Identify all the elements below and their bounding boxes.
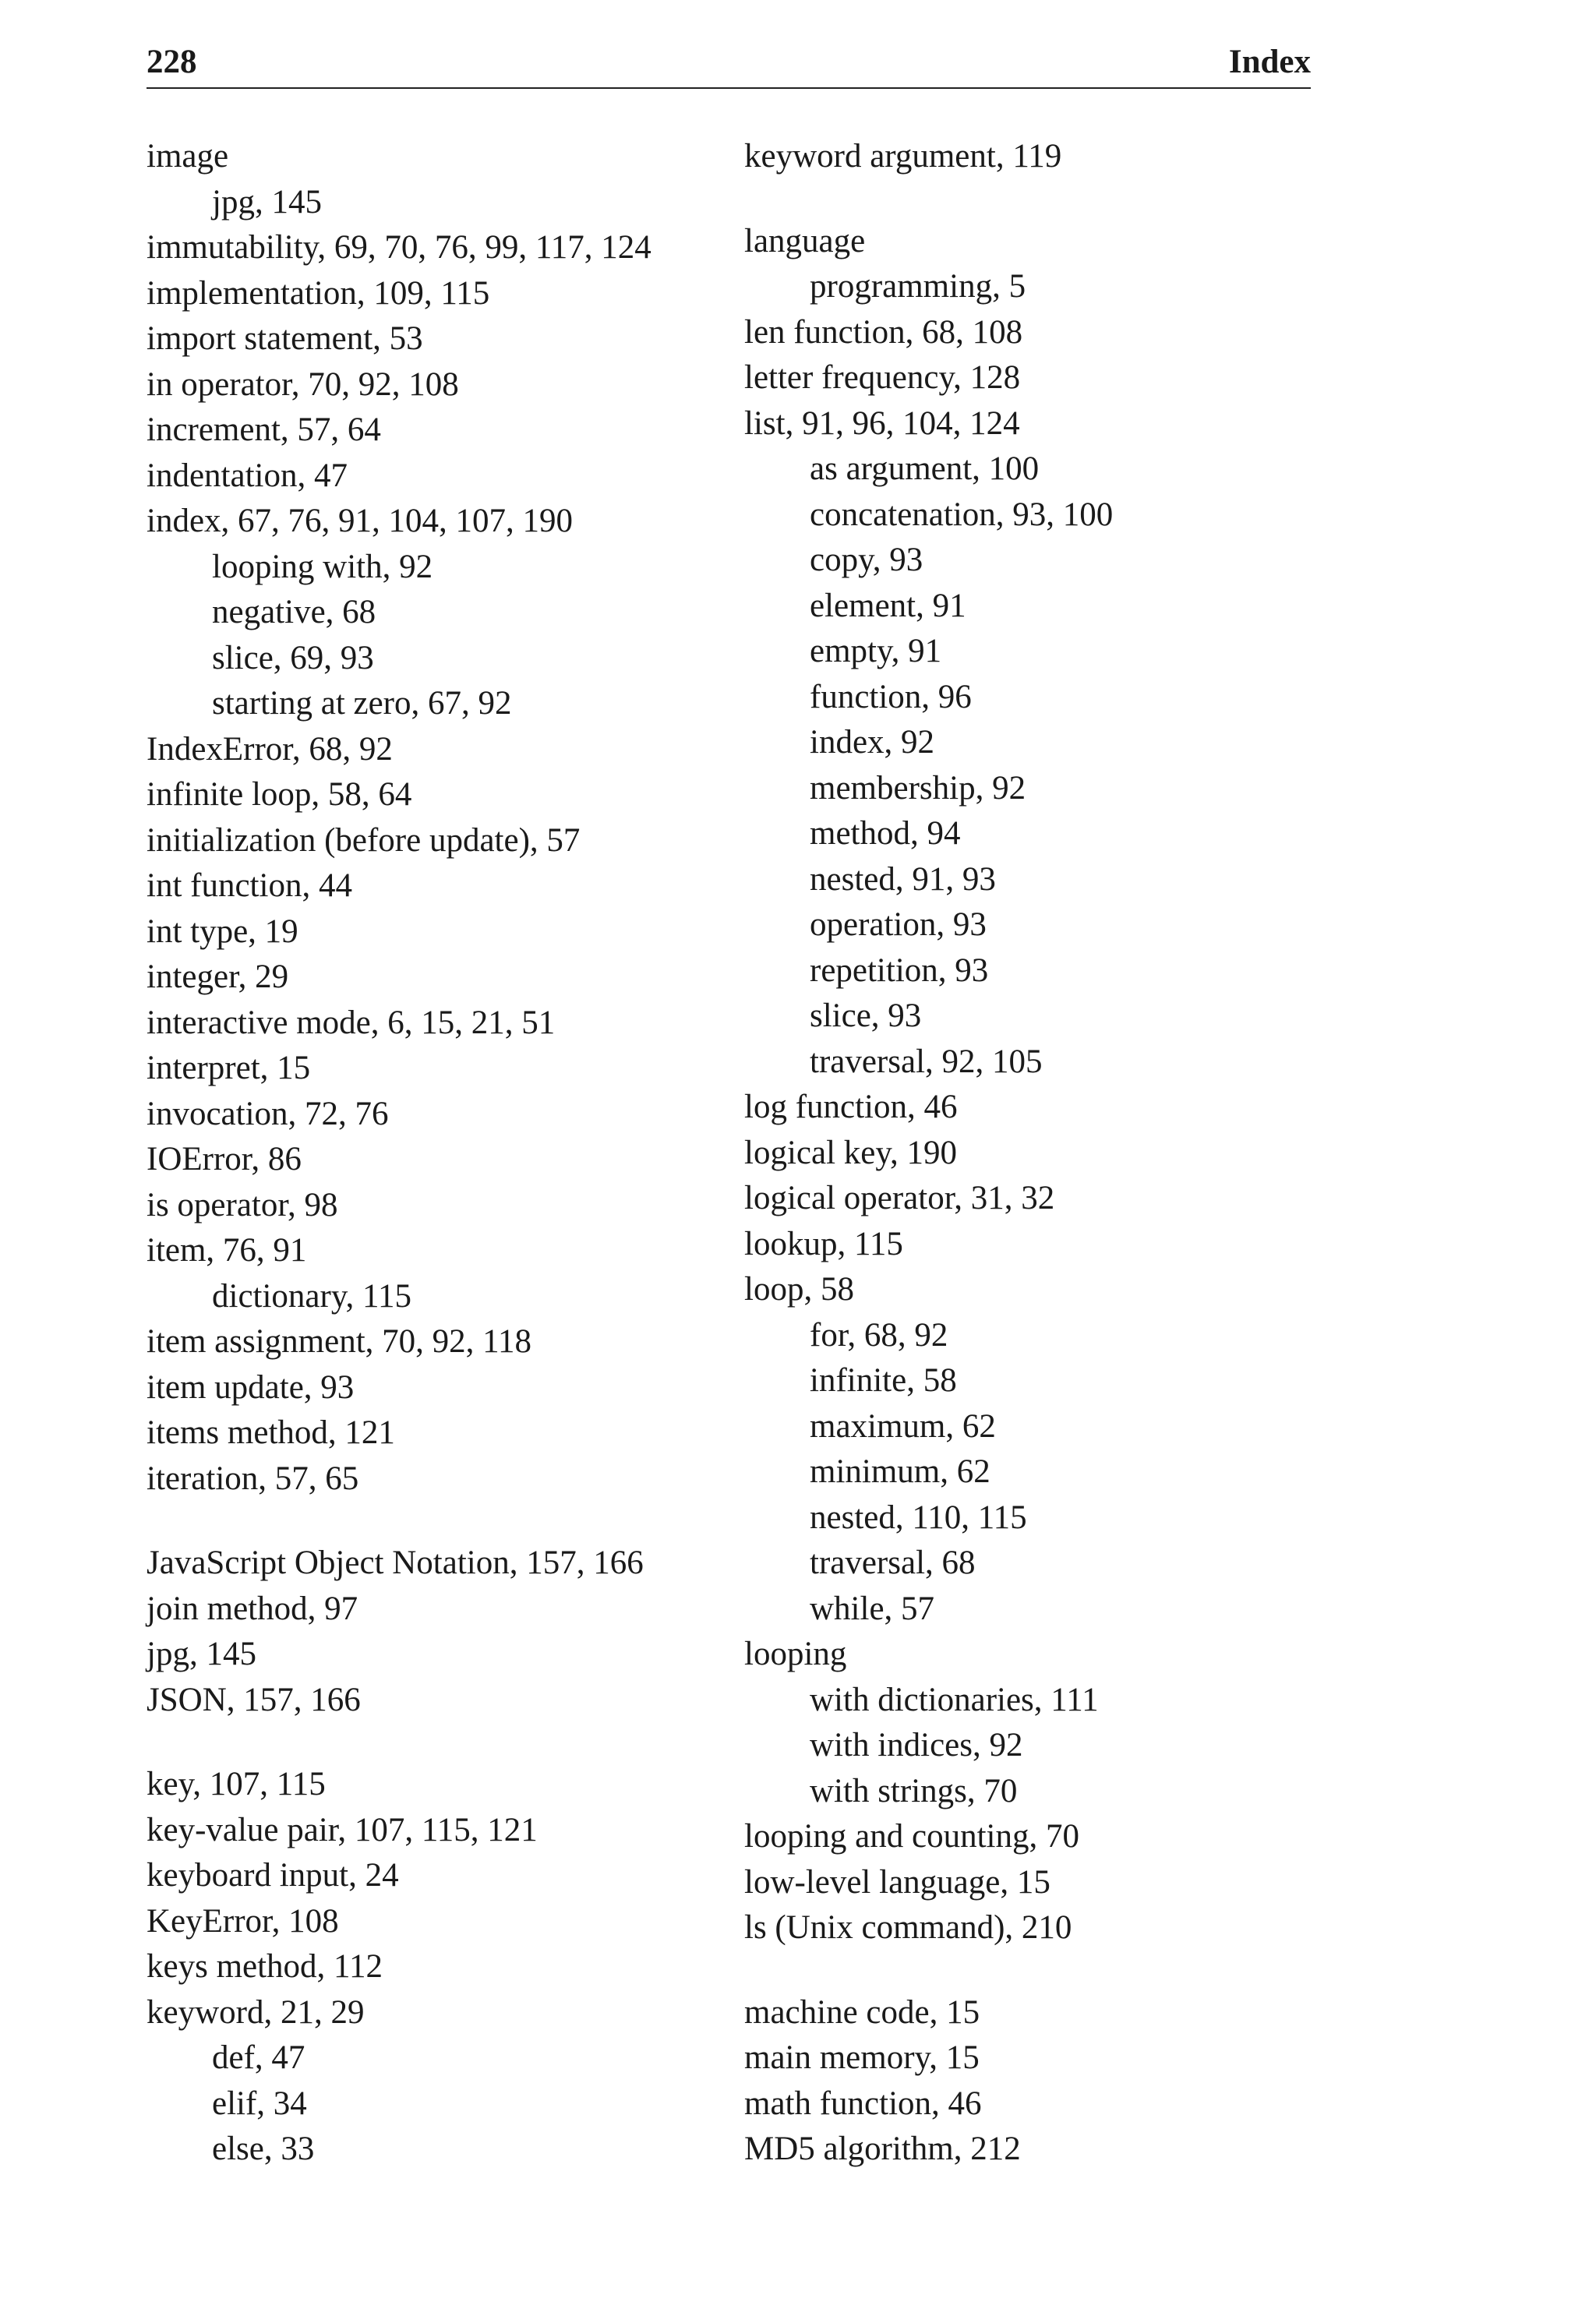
index-entry: len function, 68, 108 <box>744 313 1023 351</box>
index-subentry: method, 94 <box>810 815 961 852</box>
index-subentry: traversal, 92, 105 <box>810 1043 1043 1080</box>
index-entry: int type, 19 <box>147 913 298 950</box>
index-entry: import statement, 53 <box>147 320 423 357</box>
index-subentry: nested, 91, 93 <box>810 860 996 898</box>
index-subentry: slice, 93 <box>810 997 922 1034</box>
index-entry: items method, 121 <box>147 1414 395 1451</box>
page-header <box>147 39 1311 89</box>
index-entry: item assignment, 70, 92, 118 <box>147 1323 532 1360</box>
index-entry: jpg, 145 <box>147 1636 256 1672</box>
index-subentry: for, 68, 92 <box>810 1316 948 1354</box>
index-entry: is operator, 98 <box>147 1186 338 1223</box>
letter-group-gap <box>744 180 1336 219</box>
index-entry: interpret, 15 <box>147 1050 311 1086</box>
index-subentry: nested, 110, 115 <box>810 1499 1027 1536</box>
index-entry: letter frequency, 128 <box>744 359 1021 396</box>
index-subentry: repetition, 93 <box>810 951 989 989</box>
page-number: 228 <box>147 44 197 80</box>
index-entry: indentation, 47 <box>147 457 348 494</box>
letter-group-gap <box>744 1951 1336 1990</box>
index-subentry: membership, 92 <box>810 769 1026 807</box>
index-subentry: programming, 5 <box>810 268 1026 305</box>
index-entry: interactive mode, 6, 15, 21, 51 <box>147 1004 556 1041</box>
index-entry: list, 91, 96, 104, 124 <box>744 404 1020 442</box>
index-subentry: elif, 34 <box>212 2085 307 2122</box>
index-entry: ls (Unix command), 210 <box>744 1909 1072 1946</box>
letter-group-gap <box>147 1502 715 1541</box>
index-entry: increment, 57, 64 <box>147 411 381 448</box>
index-entry: infinite loop, 58, 64 <box>147 776 412 813</box>
index-entry: logical key, 190 <box>744 1134 958 1171</box>
index-entry: invocation, 72, 76 <box>147 1095 389 1132</box>
index-entry: keys method, 112 <box>147 1948 383 1985</box>
index-entry: MD5 algorithm, 212 <box>744 2131 1021 2167</box>
index-subentry: as argument, 100 <box>810 450 1040 487</box>
index-entry: integer, 29 <box>147 959 289 995</box>
index-entry: key, 107, 115 <box>147 1766 326 1802</box>
index-subentry: copy, 93 <box>810 542 923 578</box>
index-subentry: maximum, 62 <box>810 1407 996 1445</box>
index-entry: loop, 58 <box>744 1271 854 1308</box>
index-entry: int function, 44 <box>147 867 352 904</box>
index-entry: IOError, 86 <box>147 1141 302 1177</box>
index-entry: machine code, 15 <box>744 1993 980 2031</box>
index-subentry: jpg, 145 <box>212 183 322 221</box>
index-subentry: def, 47 <box>212 2039 305 2076</box>
index-entry: lookup, 115 <box>744 1225 903 1262</box>
index-subentry: empty, 91 <box>810 633 942 669</box>
index-subentry: looping with, 92 <box>212 548 433 585</box>
index-entry: immutability, 69, 70, 76, 99, 117, 124 <box>147 229 651 266</box>
index-entry: item update, 93 <box>147 1368 355 1406</box>
index-entry: index, 67, 76, 91, 104, 107, 190 <box>147 503 574 539</box>
index-subentry: infinite, 58 <box>810 1362 957 1399</box>
index-subentry: traversal, 68 <box>810 1545 976 1581</box>
running-title: Index <box>1228 44 1311 80</box>
index-entry: iteration, 57, 65 <box>147 1460 359 1497</box>
index-entry: JSON, 157, 166 <box>147 1681 361 1718</box>
index-subentry: operation, 93 <box>810 906 987 943</box>
index-entry: implementation, 109, 115 <box>147 274 490 312</box>
index-subentry: starting at zero, 67, 92 <box>212 685 512 722</box>
index-entry: KeyError, 108 <box>147 1902 339 1940</box>
index-subentry: function, 96 <box>810 678 972 715</box>
index-subentry: with dictionaries, 111 <box>810 1681 1099 1718</box>
index-entry: initialization (before update), 57 <box>147 821 581 859</box>
index-entry: log function, 46 <box>744 1089 958 1125</box>
index-entry: looping <box>744 1636 847 1672</box>
index-entry: in operator, 70, 92, 108 <box>147 365 459 403</box>
index-column-left <box>147 134 715 2173</box>
index-entry: image <box>147 138 229 175</box>
index-entry: JavaScript Object Notation, 157, 166 <box>147 1545 644 1581</box>
index-subentry: concatenation, 93, 100 <box>810 496 1114 533</box>
index-column-right <box>744 134 1336 2173</box>
index-entry: logical operator, 31, 32 <box>744 1180 1055 1216</box>
index-entry: IndexError, 68, 92 <box>147 730 393 768</box>
index-entry: join method, 97 <box>147 1590 358 1627</box>
index-entry: looping and counting, 70 <box>744 1818 1079 1855</box>
index-subentry: slice, 69, 93 <box>212 639 374 676</box>
index-entry: key-value pair, 107, 115, 121 <box>147 1811 538 1848</box>
index-entry: keyword, 21, 29 <box>147 1993 365 2031</box>
index-entry: keyboard input, 24 <box>147 1857 399 1894</box>
index-subentry: else, 33 <box>212 2131 315 2167</box>
index-entry: language <box>744 222 866 259</box>
index-entry: main memory, 15 <box>744 2039 980 2076</box>
index-entry: low-level language, 15 <box>744 1863 1050 1901</box>
index-subentry: element, 91 <box>810 587 966 624</box>
index-subentry: while, 57 <box>810 1590 935 1627</box>
index-entry: keyword argument, 119 <box>744 138 1062 175</box>
index-subentry: dictionary, 115 <box>212 1277 411 1315</box>
index-subentry: with indices, 92 <box>810 1727 1023 1764</box>
index-subentry: index, 92 <box>810 724 935 761</box>
index-subentry: minimum, 62 <box>810 1453 990 1490</box>
index-entry: math function, 46 <box>744 2085 982 2122</box>
letter-group-gap <box>147 1723 715 1762</box>
index-subentry: negative, 68 <box>212 594 376 630</box>
index-entry: item, 76, 91 <box>147 1232 307 1269</box>
index-subentry: with strings, 70 <box>810 1772 1018 1809</box>
